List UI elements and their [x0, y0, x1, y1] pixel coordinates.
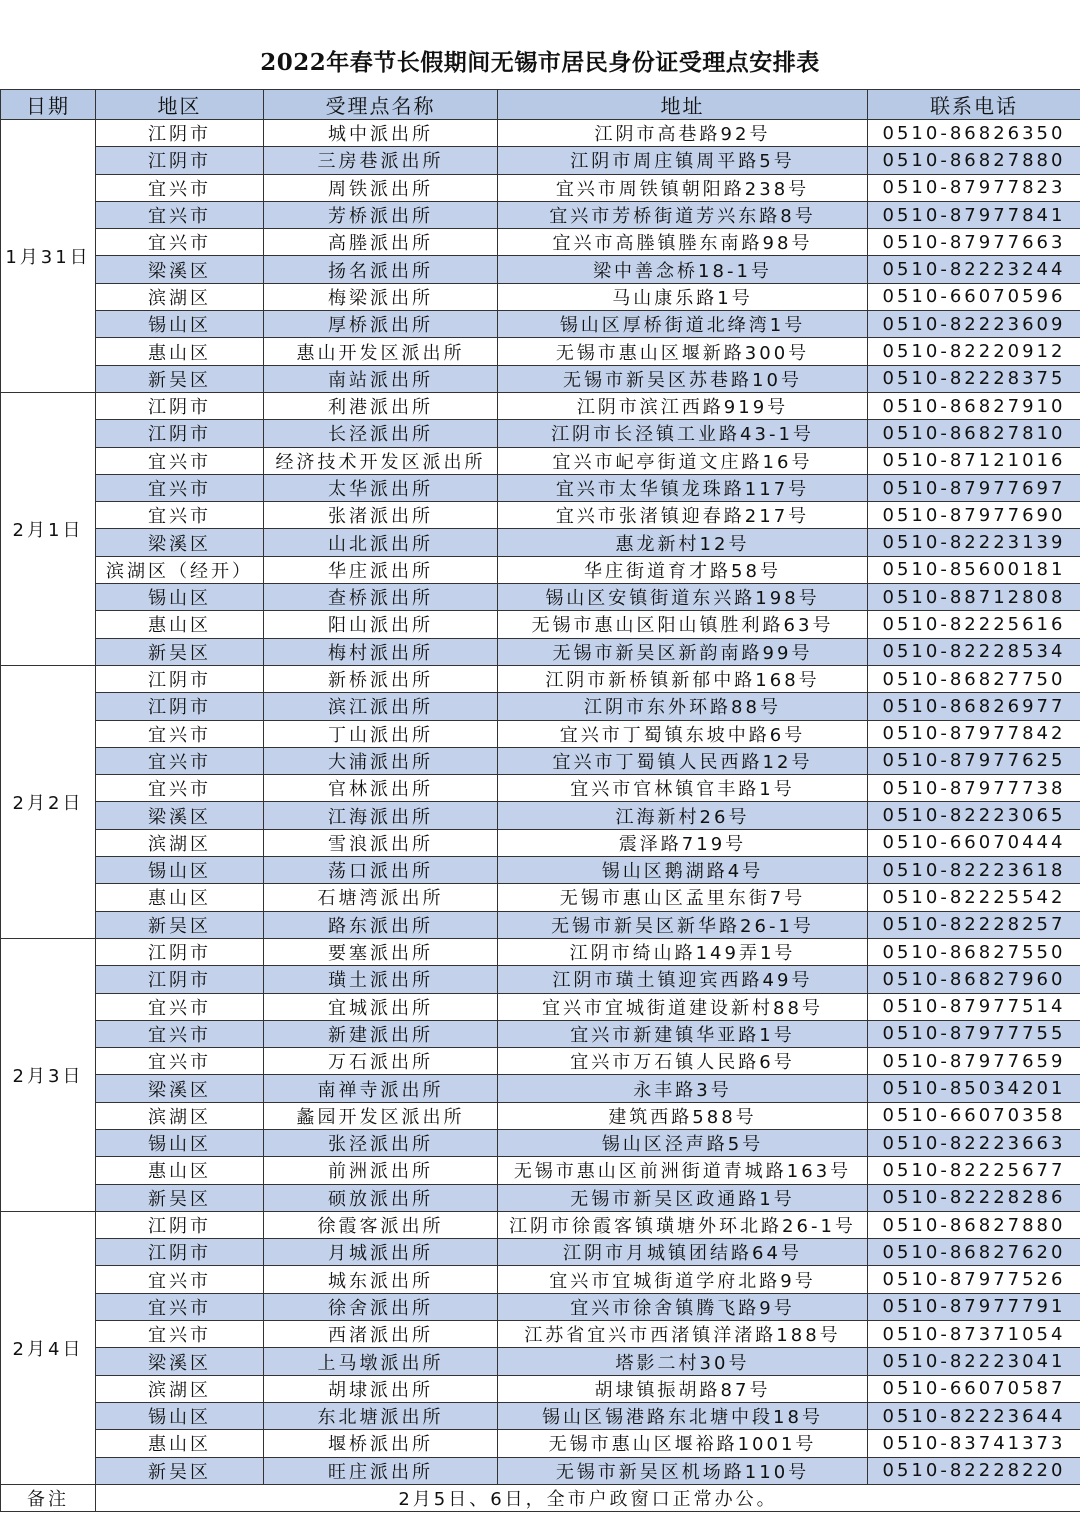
address-cell: 锡山区安镇街道东兴路198号 [498, 584, 868, 611]
header-district: 地区 [96, 90, 264, 120]
district-cell: 滨湖区（经开） [96, 556, 264, 583]
office-name-cell: 扬名派出所 [264, 256, 498, 283]
phone-cell: 0510-82223065 [868, 802, 1080, 829]
phone-cell: 0510-82225542 [868, 884, 1080, 911]
phone-cell: 0510-82220912 [868, 338, 1080, 365]
phone-cell: 0510-82223609 [868, 311, 1080, 338]
table-row [1, 1348, 1080, 1375]
district-cell: 江阴市 [96, 147, 264, 174]
office-name-cell: 大浦派出所 [264, 747, 498, 774]
district-cell: 滨湖区 [96, 283, 264, 310]
district-cell: 惠山区 [96, 1157, 264, 1184]
address-cell: 江阴市月城镇团结路64号 [498, 1239, 868, 1266]
remark-label: 备注 [1, 1484, 96, 1511]
address-cell: 宜兴市新建镇华亚路1号 [498, 1020, 868, 1047]
district-cell: 锡山区 [96, 1402, 264, 1429]
office-name-cell: 前洲派出所 [264, 1157, 498, 1184]
address-cell: 锡山区锡港路东北塘中段18号 [498, 1402, 868, 1429]
table-row [1, 474, 1080, 501]
table-row [1, 420, 1080, 447]
office-name-cell: 璜土派出所 [264, 966, 498, 993]
office-name-cell: 月城派出所 [264, 1239, 498, 1266]
district-cell: 宜兴市 [96, 502, 264, 529]
phone-cell: 0510-87977663 [868, 229, 1080, 256]
table-row [1, 884, 1080, 911]
office-name-cell: 华庄派出所 [264, 556, 498, 583]
phone-cell: 0510-82228534 [868, 638, 1080, 665]
district-cell: 锡山区 [96, 311, 264, 338]
table-row [1, 720, 1080, 747]
district-cell: 宜兴市 [96, 1020, 264, 1047]
district-cell: 宜兴市 [96, 1048, 264, 1075]
table-row [1, 584, 1080, 611]
office-name-cell: 厚桥派出所 [264, 311, 498, 338]
remark-row [1, 1484, 1080, 1511]
date-cell: 2月2日 [1, 665, 96, 938]
phone-cell: 0510-86826977 [868, 693, 1080, 720]
phone-cell: 0510-87121016 [868, 447, 1080, 474]
phone-cell: 0510-82223663 [868, 1129, 1080, 1156]
table-row [1, 1321, 1080, 1348]
table-header-row [1, 90, 1080, 120]
address-cell: 锡山区鹅湖路4号 [498, 857, 868, 884]
office-name-cell: 惠山开发区派出所 [264, 338, 498, 365]
office-name-cell: 西渚派出所 [264, 1321, 498, 1348]
phone-cell: 0510-86827750 [868, 665, 1080, 692]
address-cell: 无锡市惠山区阳山镇胜利路63号 [498, 611, 868, 638]
address-cell: 宜兴市高塍镇塍东南路98号 [498, 229, 868, 256]
table-row [1, 1102, 1080, 1129]
phone-cell: 0510-66070596 [868, 283, 1080, 310]
office-name-cell: 上马墩派出所 [264, 1348, 498, 1375]
phone-cell: 0510-66070444 [868, 829, 1080, 856]
address-cell: 宜兴市芳桥街道芳兴东路8号 [498, 201, 868, 228]
table-row [1, 1184, 1080, 1211]
address-cell: 江阴市东外环路88号 [498, 693, 868, 720]
table-row [1, 1075, 1080, 1102]
phone-cell: 0510-87977697 [868, 474, 1080, 501]
address-cell: 江苏省宜兴市西渚镇洋渚路188号 [498, 1321, 868, 1348]
address-cell: 宜兴市官林镇官丰路1号 [498, 775, 868, 802]
phone-cell: 0510-86827810 [868, 420, 1080, 447]
district-cell: 锡山区 [96, 1129, 264, 1156]
office-name-cell: 长泾派出所 [264, 420, 498, 447]
table-row [1, 1266, 1080, 1293]
address-cell: 宜兴市张渚镇迎春路217号 [498, 502, 868, 529]
office-name-cell: 芳桥派出所 [264, 201, 498, 228]
office-name-cell: 查桥派出所 [264, 584, 498, 611]
table-row [1, 392, 1080, 419]
address-cell: 江阴市绮山路149弄1号 [498, 938, 868, 965]
district-cell: 新吴区 [96, 1457, 264, 1484]
district-cell: 锡山区 [96, 584, 264, 611]
table-row [1, 256, 1080, 283]
phone-cell: 0510-82228375 [868, 365, 1080, 392]
district-cell: 江阴市 [96, 966, 264, 993]
office-name-cell: 东北塘派出所 [264, 1402, 498, 1429]
office-name-cell: 南禅寺派出所 [264, 1075, 498, 1102]
office-name-cell: 蠡园开发区派出所 [264, 1102, 498, 1129]
office-name-cell: 阳山派出所 [264, 611, 498, 638]
district-cell: 江阴市 [96, 392, 264, 419]
district-cell: 江阴市 [96, 665, 264, 692]
phone-cell: 0510-86827960 [868, 966, 1080, 993]
address-cell: 宜兴市宜城街道学府北路9号 [498, 1266, 868, 1293]
table-row [1, 1402, 1080, 1429]
phone-cell: 0510-86827910 [868, 392, 1080, 419]
address-cell: 无锡市惠山区孟里东街7号 [498, 884, 868, 911]
address-cell: 无锡市惠山区堰裕路1001号 [498, 1430, 868, 1457]
table-row [1, 283, 1080, 310]
header-address: 地址 [498, 90, 868, 120]
table-row [1, 611, 1080, 638]
table-row [1, 1129, 1080, 1156]
office-name-cell: 堰桥派出所 [264, 1430, 498, 1457]
office-name-cell: 经济技术开发区派出所 [264, 447, 498, 474]
address-cell: 江阴市高巷路92号 [498, 120, 868, 147]
district-cell: 梁溪区 [96, 1075, 264, 1102]
table-body [1, 120, 1080, 1485]
office-name-cell: 石塘湾派出所 [264, 884, 498, 911]
district-cell: 锡山区 [96, 857, 264, 884]
header-phone: 联系电话 [868, 90, 1080, 120]
district-cell: 惠山区 [96, 884, 264, 911]
office-name-cell: 万石派出所 [264, 1048, 498, 1075]
address-cell: 建筑西路588号 [498, 1102, 868, 1129]
address-cell: 江阴市长泾镇工业路43-1号 [498, 420, 868, 447]
office-name-cell: 山北派出所 [264, 529, 498, 556]
office-name-cell: 路东派出所 [264, 911, 498, 938]
table-row [1, 966, 1080, 993]
phone-cell: 0510-82223618 [868, 857, 1080, 884]
district-cell: 宜兴市 [96, 474, 264, 501]
district-cell: 新吴区 [96, 1184, 264, 1211]
district-cell: 梁溪区 [96, 256, 264, 283]
phone-cell: 0510-87977841 [868, 201, 1080, 228]
office-name-cell: 张泾派出所 [264, 1129, 498, 1156]
office-name-cell: 徐霞客派出所 [264, 1211, 498, 1238]
district-cell: 宜兴市 [96, 201, 264, 228]
table-row [1, 747, 1080, 774]
office-name-cell: 三房巷派出所 [264, 147, 498, 174]
table-row [1, 1157, 1080, 1184]
table-row [1, 938, 1080, 965]
district-cell: 江阴市 [96, 120, 264, 147]
phone-cell: 0510-66070587 [868, 1375, 1080, 1402]
address-cell: 震泽路719号 [498, 829, 868, 856]
district-cell: 梁溪区 [96, 1348, 264, 1375]
office-name-cell: 太华派出所 [264, 474, 498, 501]
district-cell: 宜兴市 [96, 775, 264, 802]
office-name-cell: 张渚派出所 [264, 502, 498, 529]
phone-cell: 0510-87977842 [868, 720, 1080, 747]
district-cell: 江阴市 [96, 420, 264, 447]
phone-cell: 0510-83741373 [868, 1430, 1080, 1457]
office-name-cell: 硕放派出所 [264, 1184, 498, 1211]
district-cell: 宜兴市 [96, 229, 264, 256]
office-name-cell: 江海派出所 [264, 802, 498, 829]
phone-cell: 0510-87977690 [868, 502, 1080, 529]
table-row [1, 174, 1080, 201]
schedule-table [0, 89, 1080, 1512]
district-cell: 宜兴市 [96, 747, 264, 774]
address-cell: 宜兴市屺亭街道文庄路16号 [498, 447, 868, 474]
table-row [1, 1457, 1080, 1484]
phone-cell: 0510-82223644 [868, 1402, 1080, 1429]
address-cell: 马山康乐路1号 [498, 283, 868, 310]
address-cell: 宜兴市太华镇龙珠路117号 [498, 474, 868, 501]
district-cell: 宜兴市 [96, 993, 264, 1020]
office-name-cell: 胡埭派出所 [264, 1375, 498, 1402]
office-name-cell: 周铁派出所 [264, 174, 498, 201]
address-cell: 无锡市新吴区新韵南路99号 [498, 638, 868, 665]
phone-cell: 0510-66070358 [868, 1102, 1080, 1129]
district-cell: 惠山区 [96, 611, 264, 638]
address-cell: 宜兴市丁蜀镇东坡中路6号 [498, 720, 868, 747]
phone-cell: 0510-87977738 [868, 775, 1080, 802]
table-row [1, 1211, 1080, 1238]
address-cell: 江阴市周庄镇周平路5号 [498, 147, 868, 174]
address-cell: 无锡市惠山区堰新路300号 [498, 338, 868, 365]
office-name-cell: 荡口派出所 [264, 857, 498, 884]
phone-cell: 0510-87977526 [868, 1266, 1080, 1293]
address-cell: 塔影二村30号 [498, 1348, 868, 1375]
district-cell: 滨湖区 [96, 1102, 264, 1129]
address-cell: 惠龙新村12号 [498, 529, 868, 556]
address-cell: 江海新村26号 [498, 802, 868, 829]
district-cell: 江阴市 [96, 938, 264, 965]
office-name-cell: 旺庄派出所 [264, 1457, 498, 1484]
phone-cell: 0510-86827880 [868, 1211, 1080, 1238]
district-cell: 江阴市 [96, 1239, 264, 1266]
table-row [1, 911, 1080, 938]
remark-text: 2月5日、6日，全市户政窗口正常办公。 [96, 1484, 1080, 1511]
table-row [1, 857, 1080, 884]
address-cell: 无锡市新吴区机场路110号 [498, 1457, 868, 1484]
district-cell: 宜兴市 [96, 174, 264, 201]
district-cell: 江阴市 [96, 693, 264, 720]
office-name-cell: 梅村派出所 [264, 638, 498, 665]
table-row [1, 556, 1080, 583]
phone-cell: 0510-85034201 [868, 1075, 1080, 1102]
phone-cell: 0510-86826350 [868, 120, 1080, 147]
table-row [1, 1430, 1080, 1457]
phone-cell: 0510-87977755 [868, 1020, 1080, 1047]
phone-cell: 0510-82225616 [868, 611, 1080, 638]
address-cell: 江阴市璜土镇迎宾西路49号 [498, 966, 868, 993]
phone-cell: 0510-87977659 [868, 1048, 1080, 1075]
phone-cell: 0510-87977791 [868, 1293, 1080, 1320]
district-cell: 梁溪区 [96, 529, 264, 556]
table-row [1, 638, 1080, 665]
address-cell: 江阴市徐霞客镇璜塘外环北路26-1号 [498, 1211, 868, 1238]
table-row [1, 338, 1080, 365]
address-cell: 永丰路3号 [498, 1075, 868, 1102]
header-office-name: 受理点名称 [264, 90, 498, 120]
date-cell: 2月1日 [1, 392, 96, 665]
phone-cell: 0510-87977514 [868, 993, 1080, 1020]
address-cell: 宜兴市周铁镇朝阳路238号 [498, 174, 868, 201]
table-row [1, 802, 1080, 829]
address-cell: 无锡市新吴区政通路1号 [498, 1184, 868, 1211]
district-cell: 江阴市 [96, 1211, 264, 1238]
office-name-cell: 滨江派出所 [264, 693, 498, 720]
table-row [1, 1048, 1080, 1075]
phone-cell: 0510-82228286 [868, 1184, 1080, 1211]
phone-cell: 0510-88712808 [868, 584, 1080, 611]
address-cell: 华庄街道育才路58号 [498, 556, 868, 583]
office-name-cell: 要塞派出所 [264, 938, 498, 965]
phone-cell: 0510-82225677 [868, 1157, 1080, 1184]
phone-cell: 0510-87977823 [868, 174, 1080, 201]
phone-cell: 0510-86827880 [868, 147, 1080, 174]
office-name-cell: 城中派出所 [264, 120, 498, 147]
address-cell: 江阴市滨江西路919号 [498, 392, 868, 419]
address-cell: 无锡市惠山区前洲街道青城路163号 [498, 1157, 868, 1184]
district-cell: 新吴区 [96, 365, 264, 392]
district-cell: 惠山区 [96, 338, 264, 365]
address-cell: 锡山区泾声路5号 [498, 1129, 868, 1156]
phone-cell: 0510-82223041 [868, 1348, 1080, 1375]
address-cell: 梁中善念桥18-1号 [498, 256, 868, 283]
office-name-cell: 梅梁派出所 [264, 283, 498, 310]
table-row [1, 693, 1080, 720]
phone-cell: 0510-87977625 [868, 747, 1080, 774]
district-cell: 宜兴市 [96, 1293, 264, 1320]
phone-cell: 0510-86827620 [868, 1239, 1080, 1266]
district-cell: 宜兴市 [96, 447, 264, 474]
date-cell: 2月3日 [1, 938, 96, 1211]
district-cell: 宜兴市 [96, 720, 264, 747]
office-name-cell: 高塍派出所 [264, 229, 498, 256]
address-cell: 宜兴市徐舍镇腾飞路9号 [498, 1293, 868, 1320]
phone-cell: 0510-86827550 [868, 938, 1080, 965]
phone-cell: 0510-82228220 [868, 1457, 1080, 1484]
office-name-cell: 雪浪派出所 [264, 829, 498, 856]
table-row [1, 1239, 1080, 1266]
table-row [1, 1375, 1080, 1402]
phone-cell: 0510-87371054 [868, 1321, 1080, 1348]
date-cell: 1月31日 [1, 120, 96, 393]
table-row [1, 502, 1080, 529]
table-row [1, 1293, 1080, 1320]
office-name-cell: 宜城派出所 [264, 993, 498, 1020]
phone-cell: 0510-82228257 [868, 911, 1080, 938]
table-row [1, 447, 1080, 474]
address-cell: 宜兴市宜城街道建设新村88号 [498, 993, 868, 1020]
table-row [1, 529, 1080, 556]
page-title: 2022年春节长假期间无锡市居民身份证受理点安排表 [260, 49, 820, 76]
district-cell: 新吴区 [96, 638, 264, 665]
table-row [1, 993, 1080, 1020]
office-name-cell: 利港派出所 [264, 392, 498, 419]
address-cell: 宜兴市万石镇人民路6号 [498, 1048, 868, 1075]
district-cell: 滨湖区 [96, 1375, 264, 1402]
table-row [1, 665, 1080, 692]
address-cell: 无锡市新吴区苏巷路10号 [498, 365, 868, 392]
district-cell: 梁溪区 [96, 802, 264, 829]
office-name-cell: 官林派出所 [264, 775, 498, 802]
district-cell: 宜兴市 [96, 1266, 264, 1293]
office-name-cell: 丁山派出所 [264, 720, 498, 747]
address-cell: 胡埭镇振胡路87号 [498, 1375, 868, 1402]
table-row [1, 201, 1080, 228]
address-cell: 无锡市新吴区新华路26-1号 [498, 911, 868, 938]
table-row [1, 775, 1080, 802]
office-name-cell: 新建派出所 [264, 1020, 498, 1047]
address-cell: 江阴市新桥镇新郁中路168号 [498, 665, 868, 692]
office-name-cell: 新桥派出所 [264, 665, 498, 692]
table-row [1, 147, 1080, 174]
header-date: 日期 [1, 90, 96, 120]
table-row [1, 229, 1080, 256]
district-cell: 惠山区 [96, 1430, 264, 1457]
office-name-cell: 南站派出所 [264, 365, 498, 392]
date-cell: 2月4日 [1, 1211, 96, 1484]
phone-cell: 0510-82223139 [868, 529, 1080, 556]
phone-cell: 0510-82223244 [868, 256, 1080, 283]
district-cell: 新吴区 [96, 911, 264, 938]
table-row [1, 311, 1080, 338]
table-row [1, 120, 1080, 147]
table-row [1, 365, 1080, 392]
office-name-cell: 城东派出所 [264, 1266, 498, 1293]
district-cell: 滨湖区 [96, 829, 264, 856]
table-row [1, 1020, 1080, 1047]
address-cell: 锡山区厚桥街道北绛湾1号 [498, 311, 868, 338]
address-cell: 宜兴市丁蜀镇人民西路12号 [498, 747, 868, 774]
table-row [1, 829, 1080, 856]
district-cell: 宜兴市 [96, 1321, 264, 1348]
phone-cell: 0510-85600181 [868, 556, 1080, 583]
office-name-cell: 徐舍派出所 [264, 1293, 498, 1320]
